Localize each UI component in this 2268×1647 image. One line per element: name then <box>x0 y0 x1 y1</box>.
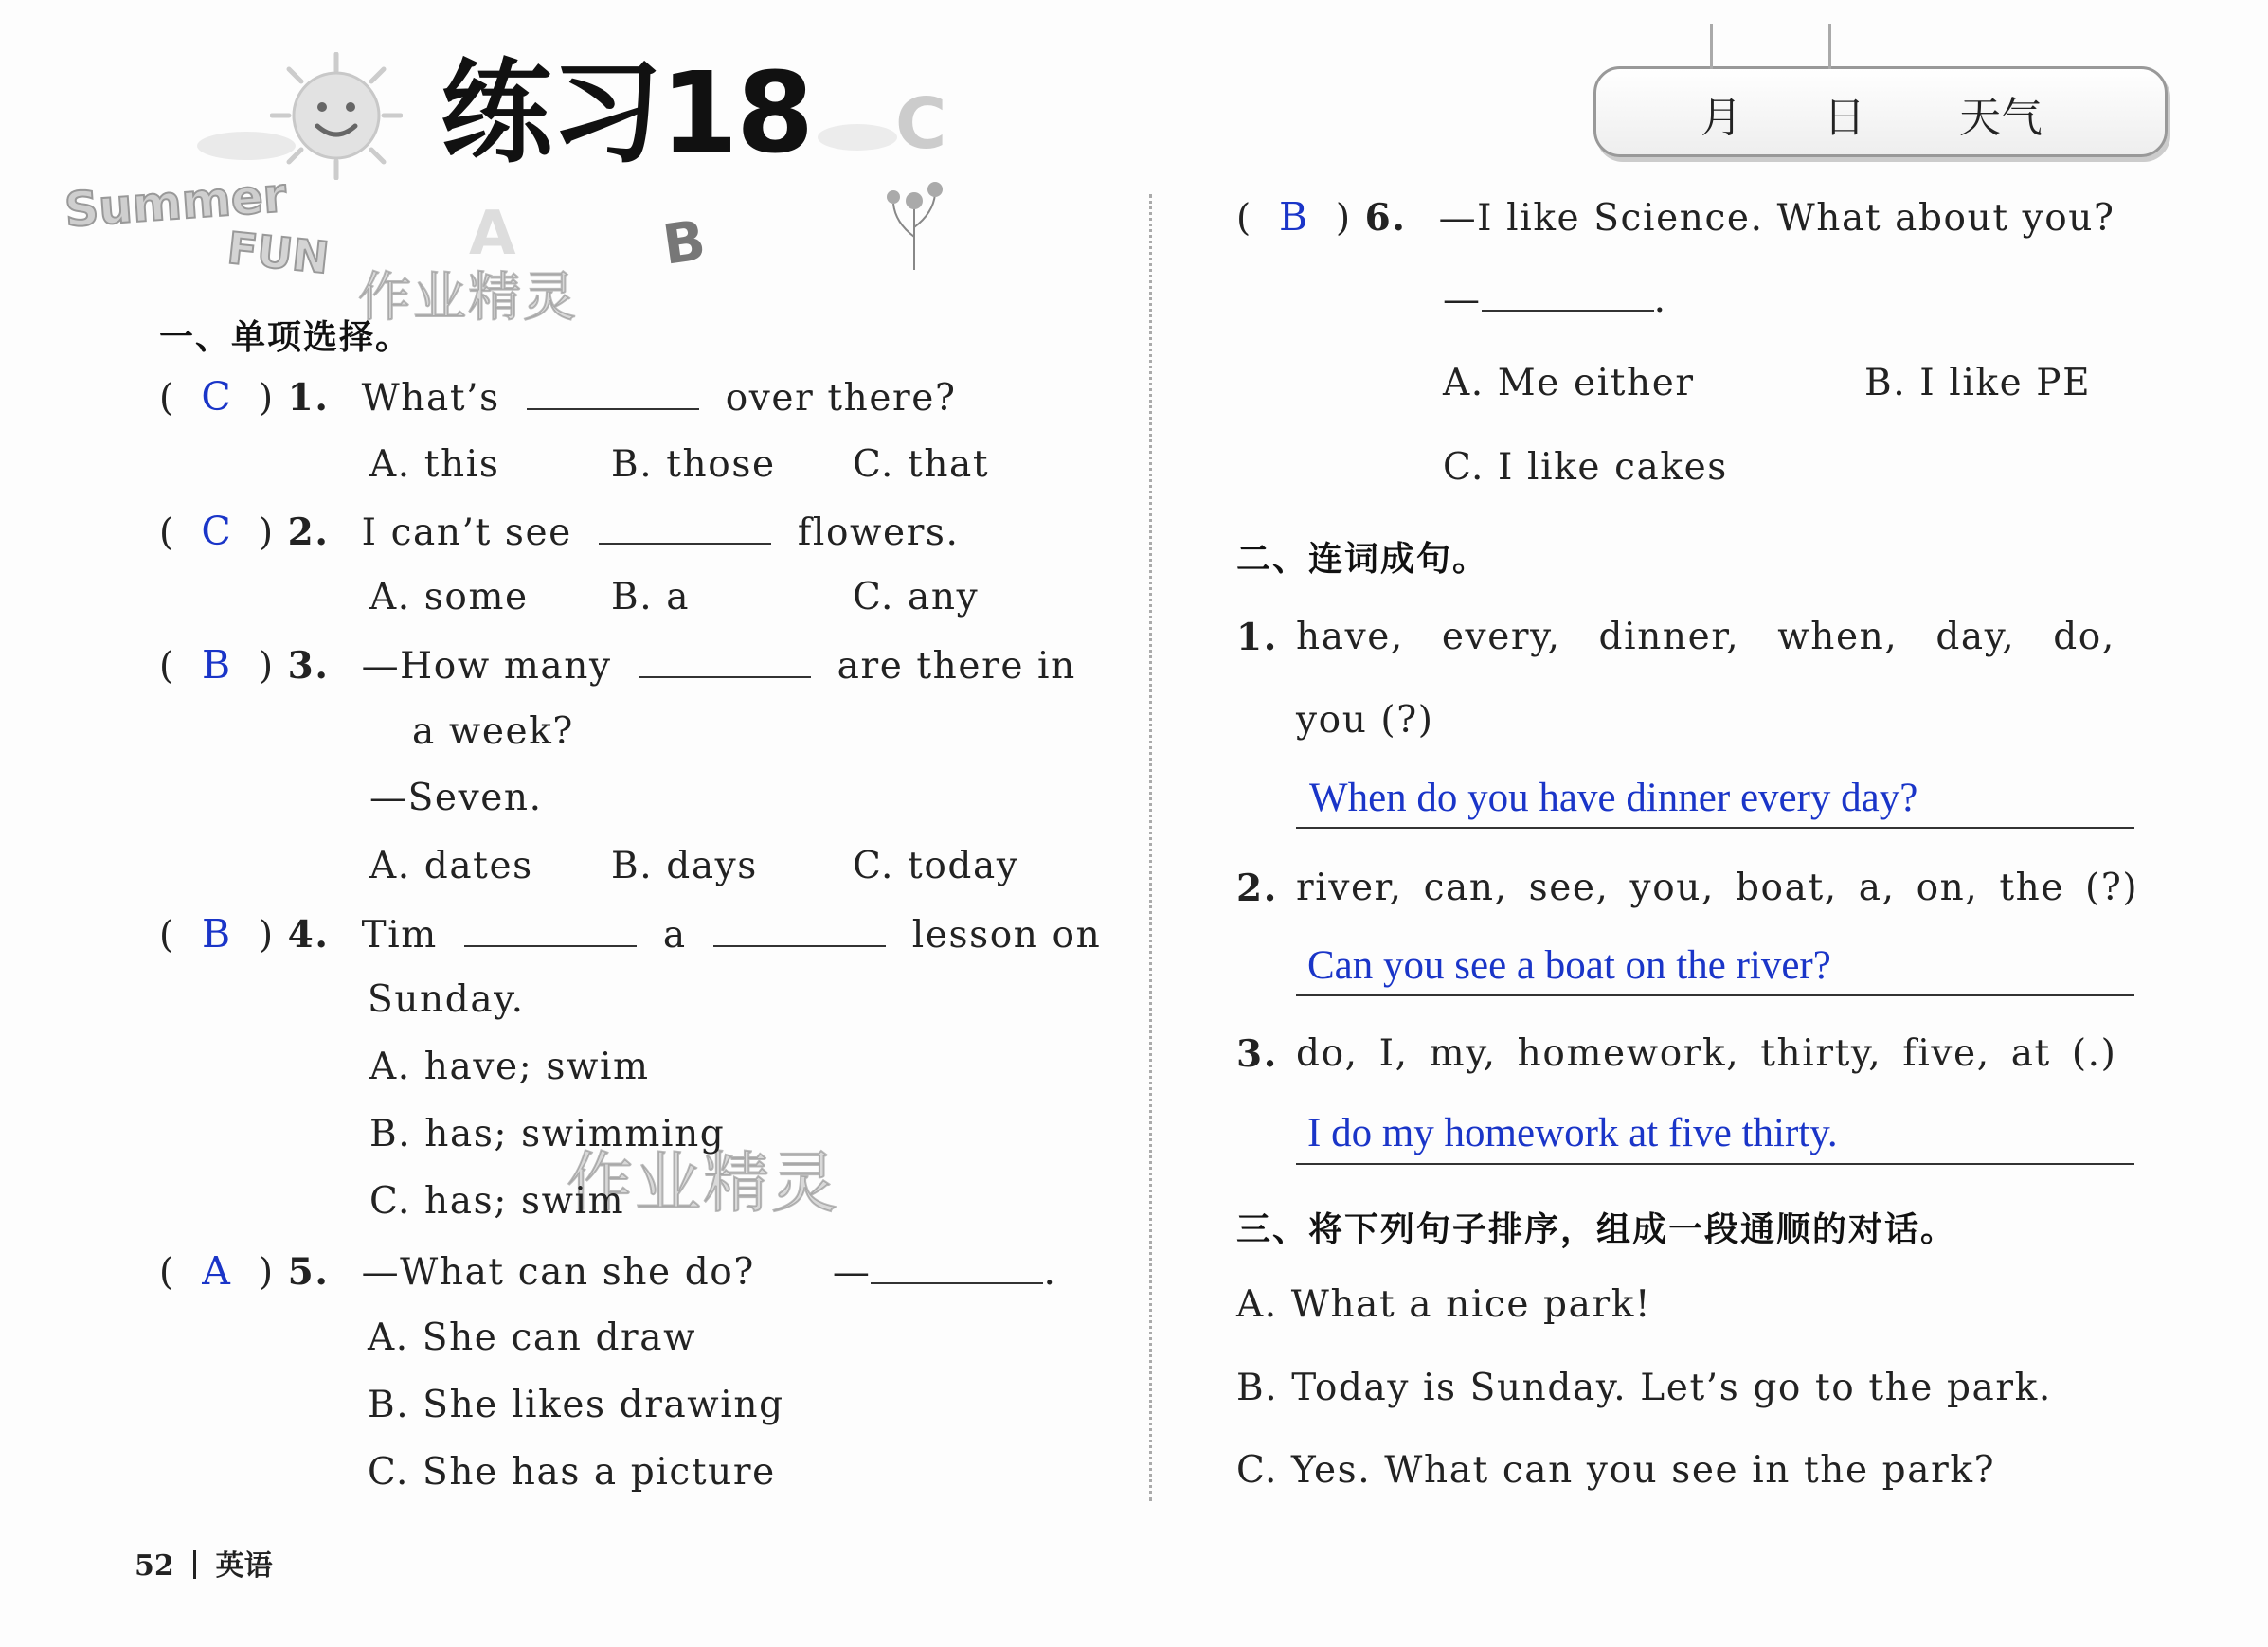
answer-line <box>1296 827 2134 829</box>
blank <box>527 375 699 410</box>
date-weather-box <box>1593 66 2168 157</box>
watermark-middle: 作业精灵 <box>567 1144 839 1222</box>
paren-close: ) <box>258 1251 275 1294</box>
section2-heading: 二、连词成句。 <box>1236 540 1489 579</box>
question-text: —I like Science. What about you? <box>1438 197 2115 240</box>
question-number: 2. <box>287 510 330 554</box>
binding-line-2 <box>1828 24 1831 69</box>
option: A. some <box>369 576 529 618</box>
item-number: 2. <box>1236 867 1278 910</box>
date-weather-label: 天气 <box>1959 94 2043 142</box>
question-number: 4. <box>287 913 330 957</box>
cloud-left <box>194 123 298 161</box>
option: B. has; swimming <box>369 1113 726 1155</box>
question-text: I can’t see <box>361 511 572 554</box>
answer-2: C <box>201 509 233 554</box>
page-footer <box>135 1542 273 1584</box>
question-6 <box>1236 194 2115 240</box>
blank <box>871 1249 1043 1284</box>
answer-3: B <box>201 642 232 688</box>
question-1 <box>159 374 956 420</box>
paren-open: ( <box>159 645 175 688</box>
question-text: over there? <box>725 377 957 420</box>
blank <box>639 643 811 678</box>
option: C. I like cakes <box>1443 446 1728 489</box>
question-6-reply <box>1443 277 1667 321</box>
date-month-label: 月 <box>1701 94 1742 142</box>
answer-6: B <box>1278 194 1309 240</box>
word-list: do, I, my, homework, thirty, five, at (.) <box>1296 1032 2117 1075</box>
paren-close: ) <box>1335 197 1352 240</box>
question-text: are there in <box>837 645 1076 688</box>
option: A. dates <box>369 845 533 887</box>
blank <box>464 912 637 947</box>
option: B. She likes drawing <box>368 1384 784 1426</box>
question-5 <box>159 1248 1056 1294</box>
page-divider <box>1149 194 1152 1501</box>
flowers-illustration <box>876 170 952 275</box>
question-text: — <box>832 1251 872 1294</box>
word-list: you (?) <box>1296 699 1434 742</box>
cloud-right <box>815 118 900 152</box>
option: B. days <box>611 845 758 887</box>
question-text: What’s <box>361 377 500 420</box>
question-text: flowers. <box>797 511 960 554</box>
question-text: a <box>662 914 687 957</box>
answer-line <box>1296 994 2134 996</box>
question-text: —What can she do? <box>361 1251 755 1294</box>
question-number: 3. <box>287 644 330 688</box>
option: B. I like PE <box>1864 362 2092 404</box>
paren-open: ( <box>159 511 175 554</box>
paren-open: ( <box>159 914 175 957</box>
binding-line-1 <box>1710 24 1713 69</box>
blank <box>713 912 886 947</box>
footer-separator <box>193 1550 196 1579</box>
period: . <box>1653 278 1667 322</box>
question-number: 6. <box>1364 196 1407 240</box>
question-number: 5. <box>287 1250 330 1294</box>
option: C. has; swim <box>369 1180 625 1223</box>
answer-sentence: When do you have dinner every day? <box>1309 776 1918 820</box>
question-text: —How many <box>361 645 612 688</box>
paren-close: ) <box>258 377 275 420</box>
subject-label: 英语 <box>215 1549 273 1583</box>
question-text: a week? <box>412 710 574 753</box>
section3-heading: 三、将下列句子排序，组成一段通顺的对话。 <box>1236 1210 1957 1249</box>
option: C. She has a picture <box>368 1451 776 1494</box>
answer-sentence: I do my homework at five thirty. <box>1307 1111 1838 1155</box>
decorative-letter-a: A <box>469 199 516 269</box>
page-number: 52 <box>135 1549 174 1583</box>
blank <box>1482 277 1654 312</box>
item-number: 3. <box>1236 1032 1278 1076</box>
word-list: have, every, dinner, when, day, do, <box>1296 616 2115 658</box>
question-2 <box>159 509 960 554</box>
period: . <box>1043 1251 1057 1294</box>
question-number: 1. <box>287 376 330 420</box>
answer-sentence: Can you see a boat on the river? <box>1307 943 1831 988</box>
word-list: river, can, see, you, boat, a, on, the (?) <box>1296 867 2139 909</box>
option: C. that <box>853 443 990 486</box>
question-text: —Seven. <box>369 777 543 819</box>
option: B. those <box>611 443 776 486</box>
option: A. have; swim <box>369 1046 650 1088</box>
question-text: Tim <box>361 914 438 957</box>
paren-open: ( <box>1236 197 1252 240</box>
blank <box>599 510 771 545</box>
option: B. a <box>611 576 691 618</box>
paren-close: ) <box>258 914 275 957</box>
paren-close: ) <box>258 511 275 554</box>
option: A. She can draw <box>368 1316 697 1359</box>
dialogue-sentence: B. Today is Sunday. Let’s go to the park. <box>1236 1367 2052 1409</box>
decorative-letter-c: C <box>895 83 947 165</box>
paren-open: ( <box>159 1251 175 1294</box>
answer-line <box>1296 1163 2134 1165</box>
answer-1: C <box>201 374 233 420</box>
summer-text: Summer <box>63 167 289 239</box>
answer-5: A <box>202 1248 232 1294</box>
date-day-label: 日 <box>1824 94 1865 142</box>
question-text: lesson on <box>911 914 1102 957</box>
question-text: — <box>1443 278 1482 322</box>
option: C. any <box>853 576 980 618</box>
dialogue-sentence: A. What a nice park! <box>1236 1283 1652 1326</box>
decorative-letter-b: B <box>658 207 710 277</box>
watermark-top: 作业精灵 <box>358 267 578 329</box>
question-4 <box>159 911 1101 957</box>
answer-4: B <box>201 911 232 957</box>
lesson-title: 练习18 <box>441 47 813 178</box>
question-text: Sunday. <box>368 978 525 1021</box>
option: C. today <box>853 845 1019 887</box>
section1-heading: 一、单项选择。 <box>159 318 412 357</box>
fun-text: FUN <box>225 222 332 284</box>
question-3 <box>159 642 1076 688</box>
dialogue-sentence: C. Yes. What can you see in the park? <box>1236 1449 1996 1492</box>
paren-open: ( <box>159 377 175 420</box>
option: A. this <box>369 443 500 486</box>
item-number: 1. <box>1236 616 1278 659</box>
paren-close: ) <box>258 645 275 688</box>
option: A. Me either <box>1443 362 1695 404</box>
